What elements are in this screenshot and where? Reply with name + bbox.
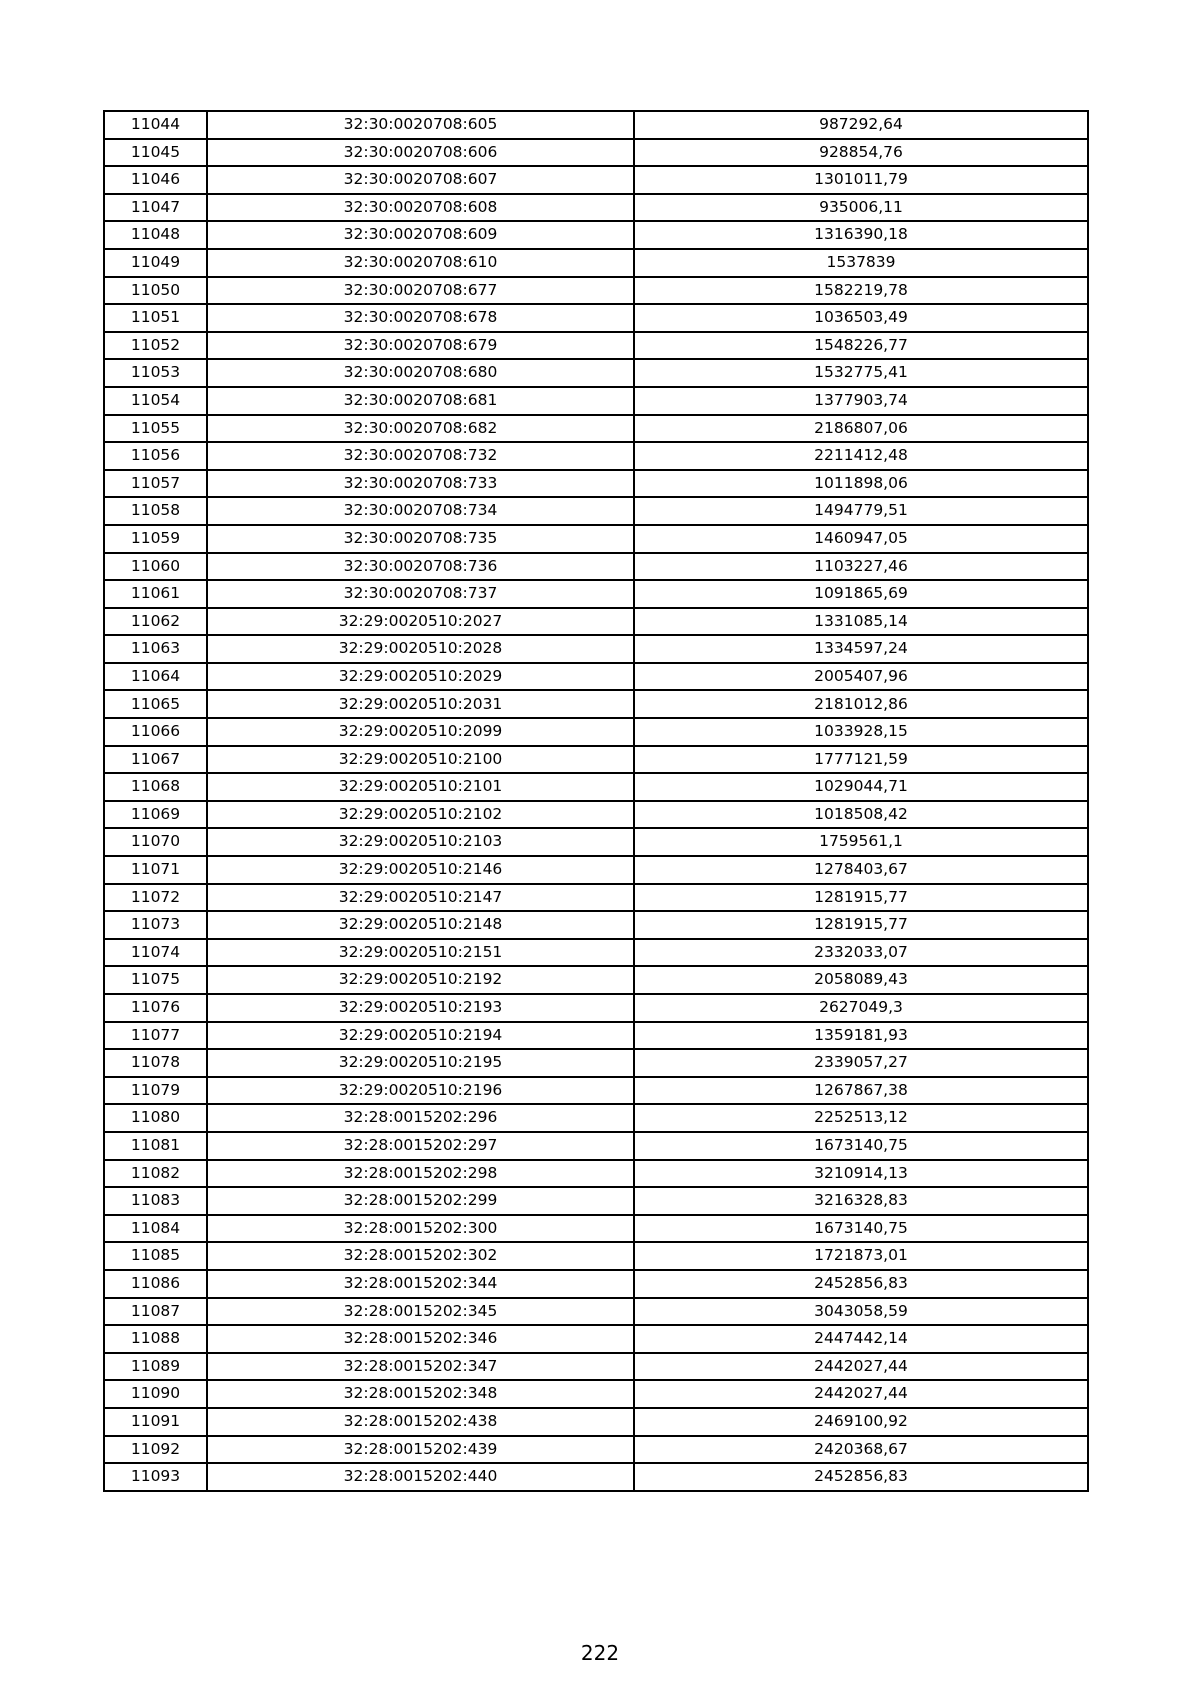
row-number-cell: 11071	[104, 856, 207, 884]
row-number-cell: 11085	[104, 1242, 207, 1270]
row-number-cell: 11057	[104, 470, 207, 498]
value-cell: 987292,64	[634, 111, 1088, 139]
table-row	[104, 1160, 1088, 1188]
value-cell: 1316390,18	[634, 221, 1088, 249]
cadastral-number-cell: 32:29:0020510:2148	[207, 911, 634, 939]
row-number-cell: 11068	[104, 773, 207, 801]
value-cell: 2339057,27	[634, 1049, 1088, 1077]
value-cell: 1278403,67	[634, 856, 1088, 884]
cadastral-number-cell: 32:28:0015202:344	[207, 1270, 634, 1298]
cadastral-number-cell: 32:30:0020708:679	[207, 332, 634, 360]
table-row	[104, 608, 1088, 636]
table-row	[104, 690, 1088, 718]
cadastral-number-cell: 32:29:0020510:2100	[207, 746, 634, 774]
value-cell: 1267867,38	[634, 1077, 1088, 1105]
table-row	[104, 1436, 1088, 1464]
cadastral-number-cell: 32:28:0015202:347	[207, 1353, 634, 1381]
row-number-cell: 11078	[104, 1049, 207, 1077]
value-cell: 2186807,06	[634, 415, 1088, 443]
row-number-cell: 11054	[104, 387, 207, 415]
row-number-cell: 11083	[104, 1187, 207, 1215]
cadastral-number-cell: 32:30:0020708:737	[207, 580, 634, 608]
cadastral-number-cell: 32:29:0020510:2029	[207, 663, 634, 691]
row-number-cell: 11080	[104, 1104, 207, 1132]
value-cell: 1532775,41	[634, 359, 1088, 387]
value-cell: 1582219,78	[634, 277, 1088, 305]
value-cell: 1673140,75	[634, 1215, 1088, 1243]
table-row	[104, 221, 1088, 249]
table-row	[104, 1022, 1088, 1050]
row-number-cell: 11091	[104, 1408, 207, 1436]
cadastral-number-cell: 32:30:0020708:678	[207, 304, 634, 332]
cadastral-number-cell: 32:29:0020510:2195	[207, 1049, 634, 1077]
table-row	[104, 1325, 1088, 1353]
table-row	[104, 773, 1088, 801]
cadastral-number-cell: 32:29:0020510:2027	[207, 608, 634, 636]
value-cell: 3216328,83	[634, 1187, 1088, 1215]
value-cell: 2058089,43	[634, 966, 1088, 994]
row-number-cell: 11051	[104, 304, 207, 332]
table-row	[104, 470, 1088, 498]
value-cell: 2211412,48	[634, 442, 1088, 470]
cadastral-number-cell: 32:29:0020510:2146	[207, 856, 634, 884]
value-cell: 1377903,74	[634, 387, 1088, 415]
cadastral-number-cell: 32:30:0020708:606	[207, 139, 634, 167]
row-number-cell: 11072	[104, 884, 207, 912]
row-number-cell: 11077	[104, 1022, 207, 1050]
table-row	[104, 1298, 1088, 1326]
row-number-cell: 11063	[104, 635, 207, 663]
table-row	[104, 359, 1088, 387]
table-row	[104, 166, 1088, 194]
row-number-cell: 11092	[104, 1436, 207, 1464]
row-number-cell: 11086	[104, 1270, 207, 1298]
row-number-cell: 11047	[104, 194, 207, 222]
table-row	[104, 415, 1088, 443]
cadastral-number-cell: 32:30:0020708:732	[207, 442, 634, 470]
row-number-cell: 11060	[104, 553, 207, 581]
row-number-cell: 11067	[104, 746, 207, 774]
cadastral-number-cell: 32:29:0020510:2031	[207, 690, 634, 718]
row-number-cell: 11059	[104, 525, 207, 553]
cadastral-number-cell: 32:28:0015202:438	[207, 1408, 634, 1436]
row-number-cell: 11066	[104, 718, 207, 746]
table-row	[104, 1408, 1088, 1436]
value-cell: 1011898,06	[634, 470, 1088, 498]
value-cell: 1281915,77	[634, 911, 1088, 939]
value-cell: 1036503,49	[634, 304, 1088, 332]
cadastral-number-cell: 32:29:0020510:2194	[207, 1022, 634, 1050]
table-body	[104, 111, 1088, 1491]
value-cell: 928854,76	[634, 139, 1088, 167]
table-row	[104, 249, 1088, 277]
value-cell: 1359181,93	[634, 1022, 1088, 1050]
row-number-cell: 11084	[104, 1215, 207, 1243]
row-number-cell: 11073	[104, 911, 207, 939]
table-row	[104, 1077, 1088, 1105]
value-cell: 2442027,44	[634, 1353, 1088, 1381]
table-row	[104, 1270, 1088, 1298]
value-cell: 1777121,59	[634, 746, 1088, 774]
cadastral-value-table	[103, 110, 1089, 1492]
row-number-cell: 11062	[104, 608, 207, 636]
table-row	[104, 663, 1088, 691]
row-number-cell: 11064	[104, 663, 207, 691]
table-row	[104, 387, 1088, 415]
row-number-cell: 11050	[104, 277, 207, 305]
table-row	[104, 1132, 1088, 1160]
row-number-cell: 11076	[104, 994, 207, 1022]
row-number-cell: 11081	[104, 1132, 207, 1160]
table-row	[104, 111, 1088, 139]
table-row	[104, 939, 1088, 967]
table-row	[104, 304, 1088, 332]
value-cell: 2627049,3	[634, 994, 1088, 1022]
value-cell: 1494779,51	[634, 497, 1088, 525]
table-row	[104, 194, 1088, 222]
value-cell: 3043058,59	[634, 1298, 1088, 1326]
cadastral-number-cell: 32:28:0015202:297	[207, 1132, 634, 1160]
table-row	[104, 497, 1088, 525]
cadastral-number-cell: 32:29:0020510:2151	[207, 939, 634, 967]
table-row	[104, 139, 1088, 167]
cadastral-number-cell: 32:29:0020510:2101	[207, 773, 634, 801]
row-number-cell: 11088	[104, 1325, 207, 1353]
row-number-cell: 11069	[104, 801, 207, 829]
value-cell: 1721873,01	[634, 1242, 1088, 1270]
cadastral-number-cell: 32:30:0020708:734	[207, 497, 634, 525]
row-number-cell: 11065	[104, 690, 207, 718]
cadastral-number-cell: 32:28:0015202:299	[207, 1187, 634, 1215]
table-row	[104, 553, 1088, 581]
cadastral-number-cell: 32:28:0015202:300	[207, 1215, 634, 1243]
cadastral-number-cell: 32:29:0020510:2028	[207, 635, 634, 663]
table-row	[104, 856, 1088, 884]
cadastral-number-cell: 32:28:0015202:296	[207, 1104, 634, 1132]
value-cell: 1334597,24	[634, 635, 1088, 663]
row-number-cell: 11052	[104, 332, 207, 360]
table-row	[104, 1380, 1088, 1408]
value-cell: 3210914,13	[634, 1160, 1088, 1188]
value-cell: 1331085,14	[634, 608, 1088, 636]
table-row	[104, 1353, 1088, 1381]
page-number: 222	[580, 1641, 620, 1665]
row-number-cell: 11075	[104, 966, 207, 994]
value-cell: 1460947,05	[634, 525, 1088, 553]
value-cell: 1759561,1	[634, 828, 1088, 856]
cadastral-number-cell: 32:29:0020510:2193	[207, 994, 634, 1022]
cadastral-number-cell: 32:28:0015202:348	[207, 1380, 634, 1408]
cadastral-number-cell: 32:30:0020708:609	[207, 221, 634, 249]
value-cell: 1673140,75	[634, 1132, 1088, 1160]
table-row	[104, 911, 1088, 939]
cadastral-number-cell: 32:30:0020708:680	[207, 359, 634, 387]
table-row	[104, 718, 1088, 746]
table-row	[104, 580, 1088, 608]
value-cell: 2420368,67	[634, 1436, 1088, 1464]
value-cell: 1018508,42	[634, 801, 1088, 829]
cadastral-number-cell: 32:29:0020510:2103	[207, 828, 634, 856]
cadastral-number-cell: 32:30:0020708:735	[207, 525, 634, 553]
cadastral-number-cell: 32:29:0020510:2196	[207, 1077, 634, 1105]
table-row	[104, 801, 1088, 829]
row-number-cell: 11089	[104, 1353, 207, 1381]
row-number-cell: 11049	[104, 249, 207, 277]
value-cell: 1301011,79	[634, 166, 1088, 194]
cadastral-number-cell: 32:28:0015202:346	[207, 1325, 634, 1353]
row-number-cell: 11045	[104, 139, 207, 167]
cadastral-number-cell: 32:29:0020510:2099	[207, 718, 634, 746]
row-number-cell: 11093	[104, 1463, 207, 1491]
cadastral-number-cell: 32:30:0020708:607	[207, 166, 634, 194]
row-number-cell: 11061	[104, 580, 207, 608]
value-cell: 935006,11	[634, 194, 1088, 222]
value-cell: 2181012,86	[634, 690, 1088, 718]
table-row	[104, 1104, 1088, 1132]
row-number-cell: 11074	[104, 939, 207, 967]
cadastral-number-cell: 32:28:0015202:345	[207, 1298, 634, 1326]
row-number-cell: 11044	[104, 111, 207, 139]
value-cell: 2447442,14	[634, 1325, 1088, 1353]
table-row	[104, 442, 1088, 470]
cadastral-number-cell: 32:29:0020510:2147	[207, 884, 634, 912]
cadastral-number-cell: 32:29:0020510:2192	[207, 966, 634, 994]
table-row	[104, 746, 1088, 774]
table-row	[104, 884, 1088, 912]
table-row	[104, 1463, 1088, 1491]
row-number-cell: 11087	[104, 1298, 207, 1326]
cadastral-number-cell: 32:29:0020510:2102	[207, 801, 634, 829]
value-cell: 2442027,44	[634, 1380, 1088, 1408]
table-row	[104, 1187, 1088, 1215]
row-number-cell: 11048	[104, 221, 207, 249]
row-number-cell: 11082	[104, 1160, 207, 1188]
value-cell: 2452856,83	[634, 1270, 1088, 1298]
cadastral-number-cell: 32:30:0020708:677	[207, 277, 634, 305]
value-cell: 2332033,07	[634, 939, 1088, 967]
table-row	[104, 1242, 1088, 1270]
value-cell: 2252513,12	[634, 1104, 1088, 1132]
value-cell: 2469100,92	[634, 1408, 1088, 1436]
cadastral-number-cell: 32:30:0020708:605	[207, 111, 634, 139]
row-number-cell: 11056	[104, 442, 207, 470]
row-number-cell: 11079	[104, 1077, 207, 1105]
cadastral-number-cell: 32:30:0020708:736	[207, 553, 634, 581]
table-row	[104, 1215, 1088, 1243]
value-cell: 1537839	[634, 249, 1088, 277]
value-cell: 2005407,96	[634, 663, 1088, 691]
row-number-cell: 11058	[104, 497, 207, 525]
cadastral-number-cell: 32:28:0015202:298	[207, 1160, 634, 1188]
cadastral-number-cell: 32:28:0015202:302	[207, 1242, 634, 1270]
cadastral-number-cell: 32:30:0020708:608	[207, 194, 634, 222]
cadastral-number-cell: 32:28:0015202:439	[207, 1436, 634, 1464]
cadastral-number-cell: 32:30:0020708:733	[207, 470, 634, 498]
table-row	[104, 994, 1088, 1022]
value-cell: 1091865,69	[634, 580, 1088, 608]
cadastral-number-cell: 32:28:0015202:440	[207, 1463, 634, 1491]
table-row	[104, 332, 1088, 360]
row-number-cell: 11070	[104, 828, 207, 856]
table-row	[104, 525, 1088, 553]
cadastral-number-cell: 32:30:0020708:610	[207, 249, 634, 277]
row-number-cell: 11053	[104, 359, 207, 387]
table-row	[104, 635, 1088, 663]
table-row	[104, 828, 1088, 856]
table-row	[104, 277, 1088, 305]
value-cell: 1281915,77	[634, 884, 1088, 912]
cadastral-number-cell: 32:30:0020708:682	[207, 415, 634, 443]
row-number-cell: 11090	[104, 1380, 207, 1408]
table-row	[104, 966, 1088, 994]
value-cell: 1033928,15	[634, 718, 1088, 746]
row-number-cell: 11046	[104, 166, 207, 194]
row-number-cell: 11055	[104, 415, 207, 443]
value-cell: 1029044,71	[634, 773, 1088, 801]
value-cell: 1548226,77	[634, 332, 1088, 360]
cadastral-number-cell: 32:30:0020708:681	[207, 387, 634, 415]
value-cell: 1103227,46	[634, 553, 1088, 581]
table-row	[104, 1049, 1088, 1077]
value-cell: 2452856,83	[634, 1463, 1088, 1491]
